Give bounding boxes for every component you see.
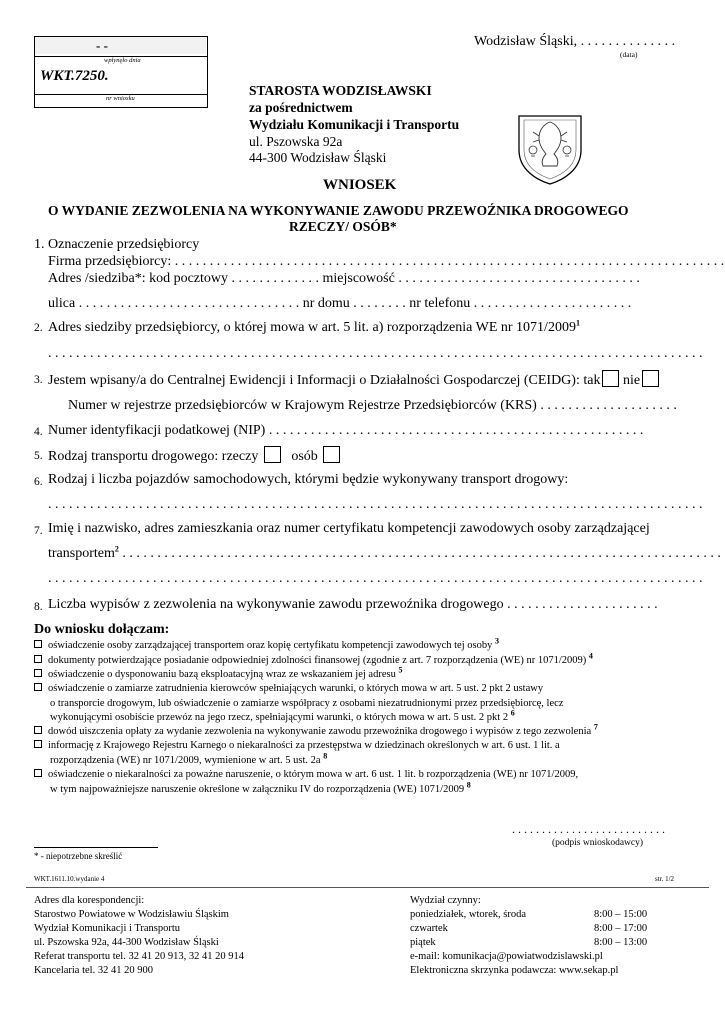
transport-manager-field[interactable] bbox=[48, 546, 721, 562]
footnote-text: * - niepotrzebne skreślić bbox=[34, 851, 123, 861]
section1-title: 1. Oznaczenie przedsiębiorcy bbox=[34, 237, 200, 252]
coat-of-arms-icon bbox=[513, 112, 587, 186]
attachment-4-text-l3: wykonującymi osobiście przewóz na jego rzecz, spełniającymi warunki, o których mowa w art. 5 ust. 2 pkt 2 bbox=[50, 712, 509, 723]
hours-time-1: 8:00 – 15:00 bbox=[594, 909, 648, 920]
attachment-7-text-l2-wrap bbox=[34, 780, 690, 798]
section2-number: 2. bbox=[34, 322, 43, 334]
footer-left-l6: Kancelaria tel. 32 41 20 900 bbox=[34, 965, 153, 976]
goods-checkbox[interactable] bbox=[264, 446, 281, 463]
attachment-3 bbox=[34, 665, 690, 683]
email-link[interactable]: e-mail: komunikacja@powiatwodzislawski.pl bbox=[410, 951, 603, 962]
attachment-7 bbox=[34, 768, 690, 797]
hours-days-3: piątek bbox=[410, 937, 436, 948]
ceidg-no-label: nie bbox=[622, 373, 641, 388]
section7-number: 7. bbox=[34, 525, 43, 537]
footer-left-l1: Adres dla korespondencji: bbox=[34, 895, 145, 906]
registration-box-shade bbox=[35, 37, 206, 54]
attachment-2-checkbox[interactable] bbox=[34, 655, 42, 663]
form-subtitle-line1: O WYDANIE ZEZWOLENIA NA WYKONYWANIE ZAWODU PRZEWOŹNIKA DROGOWEGO bbox=[48, 203, 629, 218]
attachment-5 bbox=[34, 722, 690, 740]
section2-text bbox=[48, 320, 580, 336]
section2-footnote: 1 bbox=[575, 318, 580, 328]
attachment-6-footnote: 8 bbox=[323, 751, 328, 760]
hours-days-1: poniedziałek, wtorek, środa bbox=[410, 909, 527, 920]
attachment-4-text-l1: oświadczenie o zamiarze zatrudnienia kierowców spełniających warunki, o których mowa w art. 5 ust. 2 pkt 2 ustawy bbox=[48, 683, 544, 694]
attachment-7-text-l1: oświadczenie o niekaralności za poważne naruszenie, o którym mowa w art. 6 ust. 1 lit. b rozporządzenia (WE) nr 1071/2009, bbox=[48, 769, 579, 780]
footer-left-l4: ul. Pszowska 92a, 44-300 Wodzisław Śląski bbox=[34, 937, 219, 948]
firm-name-field[interactable]: Firma przedsiębiorcy: . . . . . . . . . . . . . . . . . . . . . . . . . . . . . . . . . . . . . . . . . . . . . . . . . . . . . . . . . . . . . . . . . . . . . . . . . . . . . . . bbox=[48, 254, 725, 269]
footer-left-l2: Starostwo Powiatowe w Wodzisławiu Śląskim bbox=[34, 909, 229, 920]
persons-checkbox[interactable] bbox=[323, 446, 340, 463]
section7-footnote: 2 bbox=[114, 544, 119, 554]
attachment-6 bbox=[34, 739, 690, 768]
footnote-separator bbox=[34, 847, 158, 848]
attachment-3-text: oświadczenie o dysponowaniu bazą eksploatacyjną wraz ze wskazaniem jej adresu bbox=[48, 669, 396, 680]
vehicles-field[interactable]: . . . . . . . . . . . . . . . . . . . . . . . . . . . . . . . . . . . . . . . . . . . . . . . . . . . . . . . . . . . . . . . . . . . . . . . . . . . . . . . . . . . . . . . . . . . . . . bbox=[48, 497, 703, 512]
footer-separator bbox=[26, 887, 709, 888]
hours-days-2: czwartek bbox=[410, 923, 448, 934]
ceidg-no-checkbox[interactable] bbox=[642, 370, 659, 387]
section3-number: 3. bbox=[34, 374, 43, 386]
request-number-label: nr wniosku bbox=[106, 95, 135, 102]
footer-left-l3: Wydział Komunikacji i Transportu bbox=[34, 923, 181, 934]
attachment-2-text: dokumenty potwierdzające posiadanie odpowiedniej zdolności finansowej (zgodnie z art. 7 rozporządzenia (WE) nr 1071/2009) bbox=[48, 655, 587, 666]
addressee-line3: Wydziału Komunikacji i Transportu bbox=[249, 117, 460, 132]
attachment-2 bbox=[34, 651, 690, 669]
attachment-1-footnote: 3 bbox=[494, 636, 499, 646]
address-postal-field[interactable]: Adres /siedziba*: kod pocztowy . . . . . . . . . . . . . miejscowość . . . . . . . . . . . . . . . . . . . . . . . . . . . . . . . . . . . bbox=[48, 271, 640, 286]
section7-text: Imię i nazwisko, adres zamieszkania oraz numer certyfikatu kompetencji zawodowych osoby zarządzającej bbox=[48, 521, 650, 536]
attachment-4 bbox=[34, 682, 690, 726]
ceidg-question bbox=[48, 370, 659, 389]
form-title: WNIOSEK bbox=[323, 177, 397, 193]
transport-type bbox=[48, 446, 340, 465]
transport-manager-field2[interactable]: . . . . . . . . . . . . . . . . . . . . . . . . . . . . . . . . . . . . . . . . . . . . . . . . . . . . . . . . . . . . . . . . . . . . . . . . . . . . . . . . . . . . . . . . . . . . . . bbox=[48, 571, 703, 586]
epuap-link[interactable]: Elektroniczna skrzynka podawcza: www.sekap.pl bbox=[410, 965, 619, 976]
wkt-number: WKT.7250. bbox=[40, 68, 109, 84]
attachment-4-footnote: 6 bbox=[510, 708, 515, 718]
form-subtitle-line2: RZECZY/ OSÓB* bbox=[289, 219, 397, 234]
section6-text: Rodzaj i liczba pojazdów samochodowych, którymi będzie wykonywany transport drogowy: bbox=[48, 472, 569, 487]
attachment-7-checkbox[interactable] bbox=[34, 769, 42, 777]
extract-count-field[interactable]: Liczba wypisów z zezwolenia na wykonywanie zawodu przewoźnika drogowego . . . . . . . . . . . . . . . . . . . . . . bbox=[48, 597, 658, 612]
section8-number: 8. bbox=[34, 601, 43, 613]
addressee-line2: za pośrednictwem bbox=[249, 100, 353, 115]
attachment-1-checkbox[interactable] bbox=[34, 640, 42, 648]
transport-manager-dots: . . . . . . . . . . . . . . . . . . . . . . . . . . . . . . . . . . . . . . . . . . . . . . . . . . . . . . . . . . . . . . . . . . . . . . . . . . . . . . . . . . . . . . bbox=[118, 546, 721, 561]
date-line: Wodzisław Śląski, . . . . . . . . . . . . . . bbox=[474, 34, 676, 49]
signature-label: (podpis wnioskodawcy) bbox=[552, 838, 644, 848]
attachment-4-text-l2: o transporcie drogowym, lub oświadczenie o zamiarze współpracy z osobami niezatrudnionymi przez przedsiębiorcę, lecz bbox=[50, 697, 564, 709]
nip-field[interactable]: Numer identyfikacji podatkowej (NIP) . . . . . . . . . . . . . . . . . . . . . . . . . . . . . . . . . . . . . . . . . . . . . . . . . . . . . . bbox=[48, 423, 644, 438]
attachment-6-checkbox[interactable] bbox=[34, 740, 42, 748]
attachments-title: Do wniosku dołączam: bbox=[34, 622, 170, 637]
attachment-6-text-l2: rozporządzenia (WE) nr 1071/2009, wymienione w art. 5 ust. 2a bbox=[50, 754, 321, 766]
document-id: WKT.1611.10.wydanie 4 bbox=[34, 875, 105, 883]
attachment-3-checkbox[interactable] bbox=[34, 669, 42, 677]
hours-time-2: 8:00 – 17:00 bbox=[594, 923, 648, 934]
footer-left-l5: Referat transportu tel. 32 41 20 913, 32 41 20 914 bbox=[34, 951, 244, 962]
seat-address-field[interactable]: . . . . . . . . . . . . . . . . . . . . . . . . . . . . . . . . . . . . . . . . . . . . . . . . . . . . . . . . . . . . . . . . . . . . . . . . . . . . . . . . . . . . . . . . . . . . . . bbox=[48, 346, 703, 361]
section2-label: Adres siedziby przedsiębiorcy, o której mowa w art. 5 lit. a) rozporządzenia WE nr 1071/2009 bbox=[48, 320, 576, 335]
attachment-1-text: oświadczenie osoby zarządzającej transportem oraz kopię certyfikatu kompetencji zawodowych tej osoby bbox=[48, 640, 493, 651]
date-label: (data) bbox=[620, 50, 638, 59]
attachment-5-text: dowód uiszczenia opłaty za wydanie zezwolenia na wykonywanie zawodu przewoźnika drogowego i wypisów z tego zezwolenia bbox=[48, 726, 592, 737]
attachment-4-text-l3-wrap bbox=[34, 708, 690, 726]
section4-number: 4. bbox=[34, 426, 43, 438]
addressee-line1: STAROSTA WODZISŁAWSKI bbox=[249, 83, 432, 98]
attachment-5-footnote: 7 bbox=[593, 722, 598, 732]
transport-type-label: Rodzaj transportu drogowego: rzeczy bbox=[48, 449, 259, 464]
hours-time-3: 8:00 – 13:00 bbox=[594, 937, 648, 948]
attachment-7-footnote: 8 bbox=[466, 780, 471, 789]
section6-number: 6. bbox=[34, 476, 43, 488]
addressee-line4: ul. Pszowska 92a bbox=[249, 134, 343, 149]
attachment-5-checkbox[interactable] bbox=[34, 726, 42, 734]
krs-number-field[interactable]: Numer w rejestrze przedsiębiorców w Krajowym Rejestrze Przedsiębiorców (KRS) . . . . . . . . . . . . . . . . . . . . bbox=[68, 398, 677, 413]
persons-label: osób bbox=[291, 449, 318, 464]
section5-number: 5. bbox=[34, 450, 43, 462]
attachment-4-checkbox[interactable] bbox=[34, 683, 42, 691]
attachment-6-text-l1: informację z Krajowego Rejestru Karnego o niekaralności za przestępstwa w dziedzinach określonych w art. 6 ust. 1 lit. a bbox=[48, 740, 560, 751]
attachment-6-text-l2-wrap bbox=[34, 751, 690, 769]
received-label: wpłynęło dnia bbox=[104, 57, 141, 64]
transport-manager-label: transportem bbox=[48, 546, 115, 561]
street-field[interactable]: ulica . . . . . . . . . . . . . . . . . . . . . . . . . . . . . . . . nr domu . . . . . . . . nr telefonu . . . . . . . . . . . . . . . . . . . . . . . bbox=[48, 296, 632, 311]
page-number: str. 1/2 bbox=[655, 875, 675, 883]
attachment-7-text-l2: w tym najpoważniejsze naruszenie określone w załączniku IV do rozporządzenia (WE) 1071/2009 bbox=[50, 783, 465, 795]
addressee-line5: 44-300 Wodzisław Śląski bbox=[249, 150, 387, 165]
received-date-field: - - bbox=[96, 38, 108, 53]
footer-right-title: Wydział czynny: bbox=[410, 895, 481, 906]
attachment-3-footnote: 5 bbox=[398, 665, 403, 675]
ceidg-yes-checkbox[interactable] bbox=[602, 370, 619, 387]
signature-field[interactable]: . . . . . . . . . . . . . . . . . . . . . . . . . . bbox=[512, 822, 665, 836]
ceidg-label: Jestem wpisany/a do Centralnej Ewidencji i Informacji o Działalności Gospodarczej (CEIDG): tak bbox=[48, 373, 601, 388]
attachment-2-footnote: 4 bbox=[588, 651, 593, 661]
